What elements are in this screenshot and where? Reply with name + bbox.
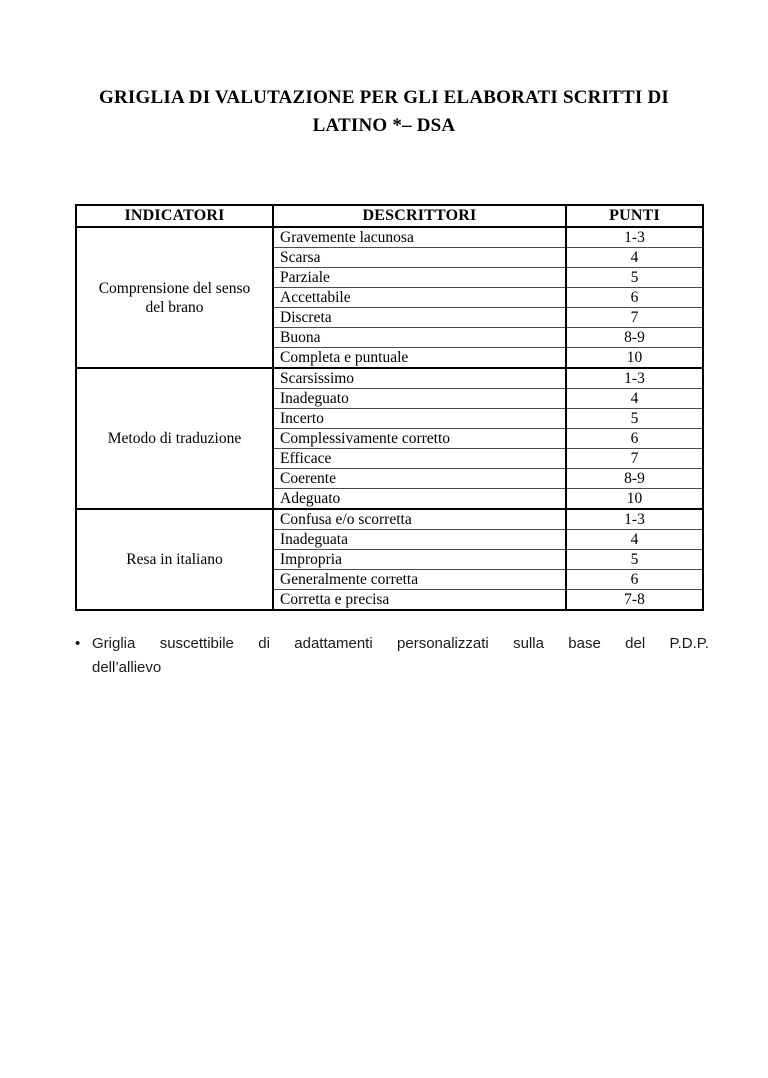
descriptor-cell: Generalmente corretta <box>273 570 566 590</box>
points-cell: 1-3 <box>566 368 703 389</box>
points-cell: 4 <box>566 389 703 409</box>
footnote-line-1: Griglia suscettibile di adattamenti personalizzati sulla base del P.D.P. <box>92 635 709 652</box>
descriptor-cell: Scarsa <box>273 248 566 268</box>
descriptor-cell: Complessivamente corretto <box>273 429 566 449</box>
points-cell: 6 <box>566 570 703 590</box>
descriptor-cell: Accettabile <box>273 288 566 308</box>
footnote-line-2: dell’allievo <box>92 659 162 676</box>
points-cell: 4 <box>566 248 703 268</box>
points-cell: 6 <box>566 288 703 308</box>
indicator-line: Comprensione del senso <box>98 279 251 297</box>
indicator-line: Resa in italiano <box>126 551 223 568</box>
title-line-1: GRIGLIA DI VALUTAZIONE PER GLI ELABORATI SCRITTI DI <box>99 87 669 108</box>
points-cell: 1-3 <box>566 509 703 530</box>
descriptor-cell: Adeguato <box>273 489 566 510</box>
descriptor-cell: Buona <box>273 328 566 348</box>
descriptor-cell: Confusa e/o scorretta <box>273 509 566 530</box>
header-punti: PUNTI <box>566 205 703 227</box>
points-cell: 7 <box>566 308 703 328</box>
descriptor-cell: Parziale <box>273 268 566 288</box>
points-cell: 1-3 <box>566 227 703 248</box>
table-header-row <box>76 205 703 227</box>
header-indicatori: INDICATORI <box>76 205 273 227</box>
evaluation-table <box>75 204 704 611</box>
table-row <box>76 368 703 389</box>
points-cell: 4 <box>566 530 703 550</box>
descriptor-cell: Inadeguata <box>273 530 566 550</box>
indicator-line: del brano <box>145 298 204 316</box>
points-cell: 10 <box>566 348 703 369</box>
indicator-cell <box>76 227 273 368</box>
table-row <box>76 227 703 248</box>
document-title <box>0 84 768 140</box>
points-cell: 7 <box>566 449 703 469</box>
descriptor-cell: Incerto <box>273 409 566 429</box>
indicator-line: Metodo di traduzione <box>107 430 242 447</box>
points-cell: 5 <box>566 409 703 429</box>
footnote <box>75 632 709 680</box>
indicator-cell <box>76 509 273 610</box>
points-cell: 8-9 <box>566 469 703 489</box>
descriptor-cell: Scarsissimo <box>273 368 566 389</box>
header-descrittori: DESCRITTORI <box>273 205 566 227</box>
descriptor-cell: Completa e puntuale <box>273 348 566 369</box>
descriptor-cell: Impropria <box>273 550 566 570</box>
descriptor-cell: Gravemente lacunosa <box>273 227 566 248</box>
descriptor-cell: Discreta <box>273 308 566 328</box>
points-cell: 7-8 <box>566 590 703 611</box>
points-cell: 5 <box>566 550 703 570</box>
points-cell: 6 <box>566 429 703 449</box>
title-line-2: LATINO *– DSA <box>312 115 456 136</box>
points-cell: 8-9 <box>566 328 703 348</box>
footnote-text <box>92 632 709 680</box>
descriptor-cell: Coerente <box>273 469 566 489</box>
table-row <box>76 509 703 530</box>
bullet-marker: • <box>75 635 81 652</box>
points-cell: 10 <box>566 489 703 510</box>
indicator-cell <box>76 368 273 509</box>
descriptor-cell: Corretta e precisa <box>273 590 566 611</box>
descriptor-cell: Efficace <box>273 449 566 469</box>
descriptor-cell: Inadeguato <box>273 389 566 409</box>
points-cell: 5 <box>566 268 703 288</box>
